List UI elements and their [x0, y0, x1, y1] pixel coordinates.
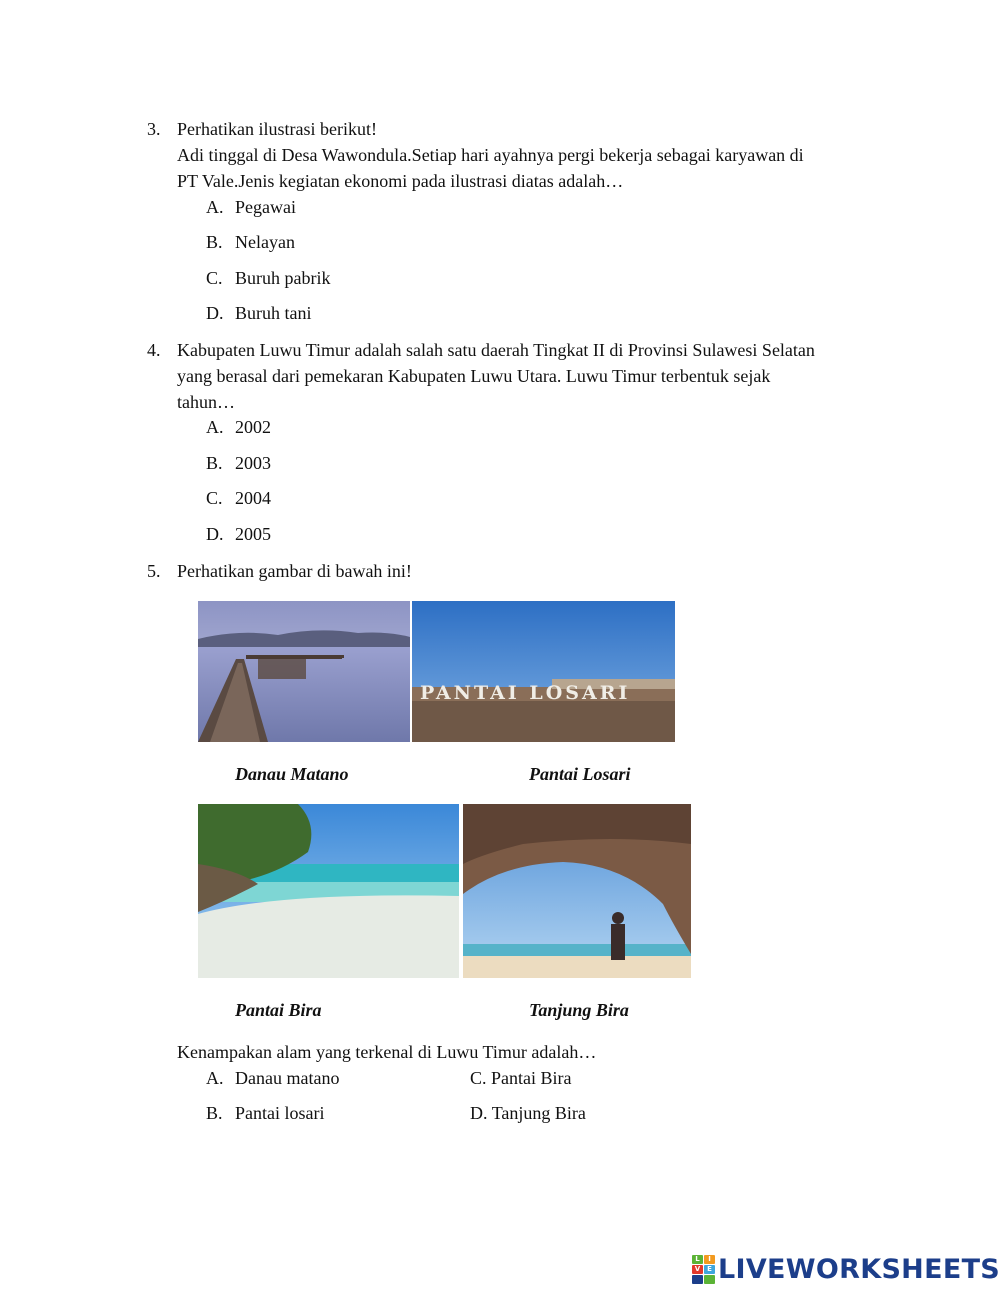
question-number: 5.	[147, 561, 161, 581]
option-label: C.	[206, 268, 223, 288]
option-b[interactable]	[206, 1103, 324, 1124]
option-text: 2002	[235, 417, 271, 437]
option-text: 2003	[235, 453, 271, 473]
question-line: yang berasal dari pemekaran Kabupaten Luwu Utara. Luwu Timur terbentuk sejak	[177, 366, 771, 386]
option-b[interactable]	[206, 232, 295, 253]
option-a[interactable]	[206, 1068, 339, 1089]
option-label: C.	[470, 1068, 487, 1088]
question-line: Perhatikan ilustrasi berikut!	[177, 119, 377, 139]
option-text: 2005	[235, 524, 271, 544]
option-label: D.	[206, 524, 224, 544]
option-label: A.	[206, 1068, 224, 1088]
caption-pantai-bira: Pantai Bira	[235, 1000, 322, 1020]
logo-mark-icon: L I V E	[692, 1255, 714, 1283]
question-line: Adi tinggal di Desa Wawondula.Setiap hari ayahnya pergi bekerja sebagai karyawan di	[177, 145, 804, 165]
option-label: A.	[206, 197, 224, 217]
option-c[interactable]	[206, 268, 330, 289]
photo-pantai-losari	[412, 601, 675, 742]
option-text: Tanjung Bira	[491, 1103, 586, 1123]
option-label: C.	[206, 488, 223, 508]
question-line: PT Vale.Jenis kegiatan ekonomi pada ilustrasi diatas adalah…	[177, 171, 624, 191]
option-label: B.	[206, 453, 223, 473]
photo-pantai-bira	[198, 804, 459, 978]
option-a[interactable]	[206, 197, 296, 218]
question-number: 3.	[147, 119, 161, 139]
caption-pantai-losari: Pantai Losari	[529, 764, 631, 784]
option-c[interactable]	[470, 1068, 572, 1089]
option-label: A.	[206, 417, 224, 437]
logo-text: LIVEWORKSHEETS	[718, 1253, 1000, 1285]
option-text: Buruh pabrik	[235, 268, 331, 288]
question-number: 4.	[147, 340, 161, 360]
option-label: B.	[206, 232, 223, 252]
question-line: tahun…	[177, 392, 235, 412]
option-label: B.	[206, 1103, 223, 1123]
option-b[interactable]	[206, 453, 271, 474]
option-text: Pegawai	[235, 197, 296, 217]
option-text: Nelayan	[235, 232, 295, 252]
caption-tanjung-bira: Tanjung Bira	[529, 1000, 629, 1020]
option-a[interactable]	[206, 417, 271, 438]
option-text: 2004	[235, 488, 271, 508]
option-d[interactable]	[470, 1103, 586, 1124]
question-line: Kabupaten Luwu Timur adalah salah satu daerah Tingkat II di Provinsi Sulawesi Selatan	[177, 340, 815, 360]
option-c[interactable]	[206, 488, 271, 509]
option-text: Danau matano	[235, 1068, 340, 1088]
option-label: D.	[206, 303, 224, 323]
option-d[interactable]	[206, 524, 271, 545]
option-text: Pantai Bira	[491, 1068, 572, 1088]
option-d[interactable]	[206, 303, 312, 324]
option-label: D.	[470, 1103, 488, 1123]
question-line: Perhatikan gambar di bawah ini!	[177, 561, 412, 581]
photo-danau-matano	[198, 601, 410, 742]
caption-danau-matano: Danau Matano	[235, 764, 349, 784]
question-line: Kenampakan alam yang terkenal di Luwu Timur adalah…	[177, 1042, 597, 1062]
liveworksheets-logo[interactable]	[692, 1254, 1000, 1284]
option-text: Pantai losari	[235, 1103, 325, 1123]
option-text: Buruh tani	[235, 303, 312, 323]
losari-sign-text: PANTAI LOSARI	[420, 682, 631, 704]
photo-tanjung-bira	[463, 804, 691, 978]
